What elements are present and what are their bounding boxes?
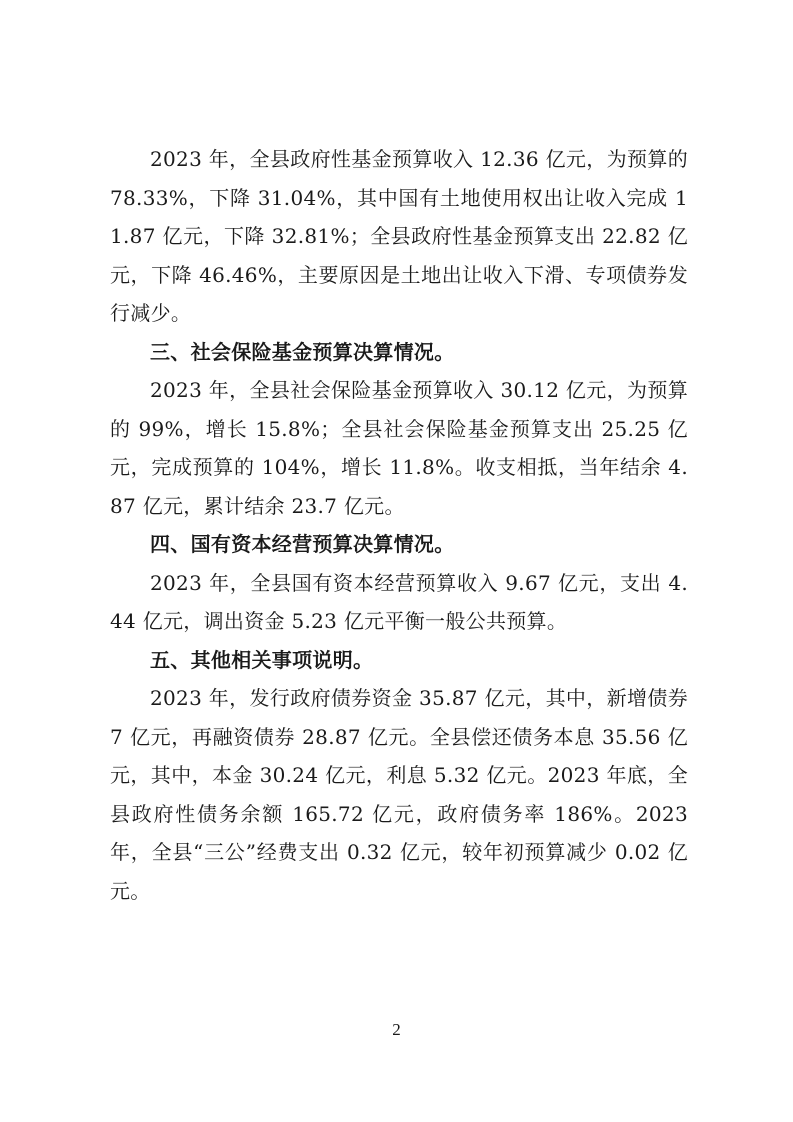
document-body bbox=[110, 140, 688, 910]
paragraph-other-matters: 2023 年，发行政府债券资金 35.87 亿元，其中，新增债券 7 亿元，再融资债券 28.87 亿元。全县偿还债务本息 35.56 亿元，其中，本金 30.24 亿元，利息 5.32 亿元。2023 年底，全县政府性债务余额 165.72 亿元，政府债务率 186%。2023 年，全县“三公”经费支出 0.32 亿元，较年初预算减少 0.02 亿元。 bbox=[110, 686, 688, 903]
paragraph-state-capital: 2023 年，全县国有资本经营预算收入 9.67 亿元，支出 4.44 亿元，调出资金 5.23 亿元平衡一般公共预算。 bbox=[110, 570, 688, 633]
paragraph-social-insurance: 2023 年，全县社会保险基金预算收入 30.12 亿元，为预算的 99%，增长 15.8%；全县社会保险基金预算支出 25.25 亿元，完成预算的 104%，增长 11.8%。收支相抵，当年结余 4.87 亿元，累计结余 23.7 亿元。 bbox=[110, 378, 688, 518]
section-heading-other-matters: 五、其他相关事项说明。 bbox=[150, 647, 374, 672]
section-heading-social-insurance: 三、社会保险基金预算决算情况。 bbox=[150, 339, 455, 364]
section-heading-state-capital: 四、国有资本经营预算决算情况。 bbox=[150, 532, 455, 556]
page-number: 2 bbox=[392, 1020, 401, 1039]
paragraph-government-fund: 2023 年，全县政府性基金预算收入 12.36 亿元，为预算的 78.33%，下降 31.04%，其中国有土地使用权出让收入完成 11.87 亿元，下降 32.81%；全县政府性基金预算支出 22.82 亿元，下降 46.46%，主要原因是土地出让收入下滑、专项债券发行减少。 bbox=[110, 147, 688, 325]
